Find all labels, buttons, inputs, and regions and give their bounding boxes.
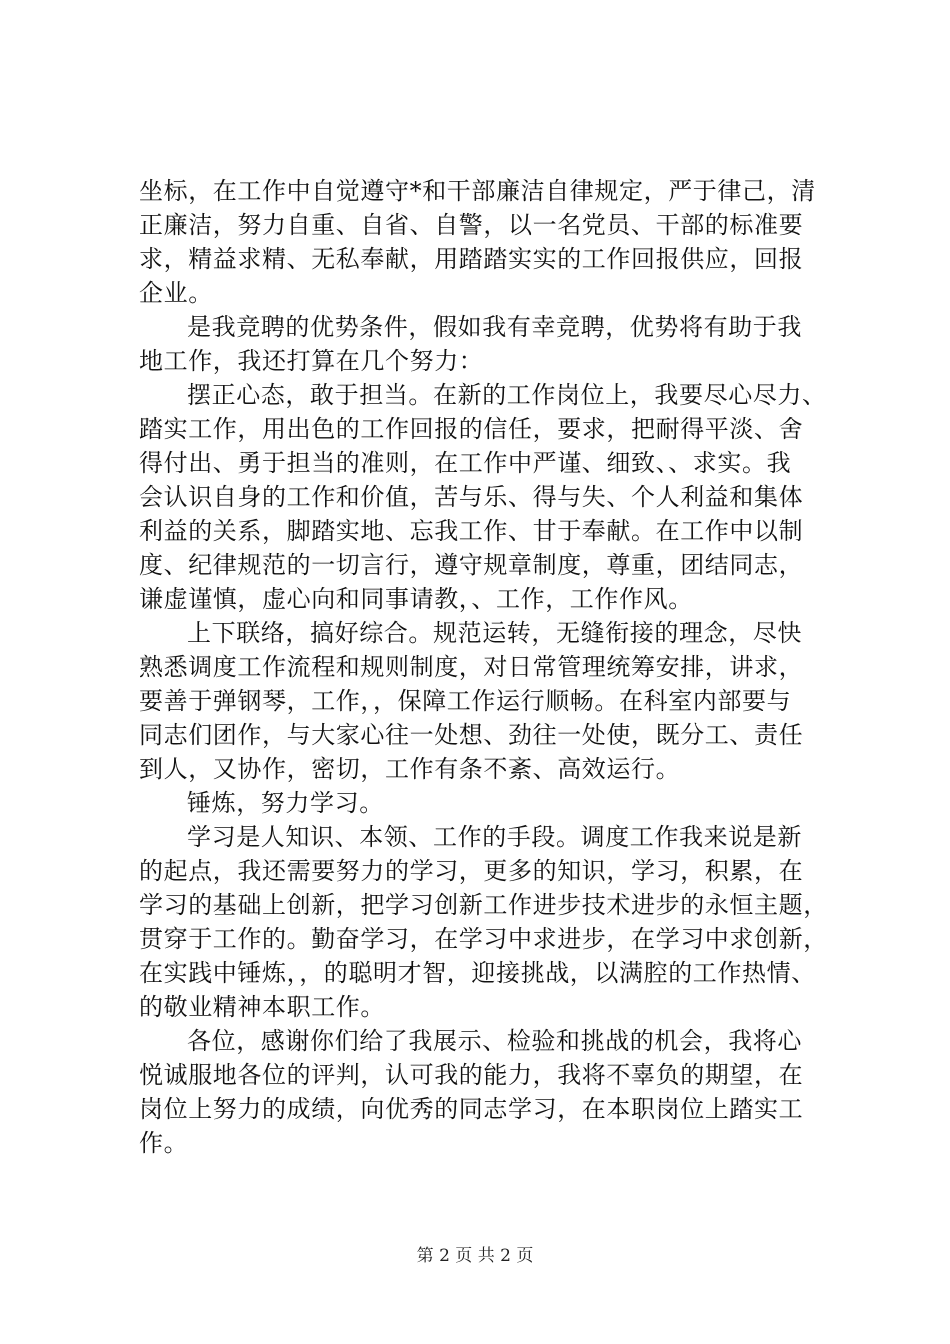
text-line: 的起点，我还需要努力的学习，更多的知识，学习，积累，在 — [139, 857, 804, 885]
text-line: 岗位上努力的成绩，向优秀的同志学习，在本职岗位上踏实工 — [139, 1095, 804, 1123]
text-line: 的敬业精神本职工作。 — [139, 993, 385, 1021]
text-line: 学习的基础上创新，把学习创新工作进步技术进步的永恒主题， — [139, 891, 828, 919]
text-line: 到人，又协作，密切，工作有条不紊、高效运行。 — [139, 755, 681, 783]
text-line: 求，精益求精、无私奉献，用踏踏实实的工作回报供应，回报 — [139, 245, 804, 273]
text-line: 作。 — [139, 1129, 189, 1157]
page-number-footer: 第 2 页 共 2 页 — [416, 1246, 534, 1266]
text-line: 地工作，我还打算在几个努力： — [139, 347, 484, 375]
text-line: 坐标，在工作中自觉遵守*和干部廉洁自律规定，严于律己，清 — [139, 177, 816, 205]
text-line: 各位，感谢你们给了我展示、检验和挑战的机会，我将心 — [187, 1027, 802, 1055]
text-line: 正廉洁，努力自重、自省、自警，以一名党员、干部的标准要 — [139, 211, 804, 239]
text-line: 摆正心态，敢于担当。在新的工作岗位上，我要尽心尽力、 — [187, 381, 827, 409]
text-line: 谦虚谨慎，虚心向和同事请教，、工作，工作作风。 — [139, 585, 693, 613]
text-line: 同志们团作，与大家心往一处想、劲往一处使，既分工、责任 — [139, 721, 804, 749]
text-line: 在实践中锤炼，，的聪明才智，迎接挑战，以满腔的工作热情、 — [139, 959, 816, 987]
text-line: 会认识自身的工作和价值，苦与乐、得与失、个人利益和集体 — [139, 483, 804, 511]
text-line: 得付出、勇于担当的准则，在工作中严谨、细致、、求实。我 — [139, 449, 792, 477]
text-line: 要善于弹钢琴，工作，，保障工作运行顺畅。在科室内部要与 — [139, 687, 792, 715]
text-line: 贯穿于工作的。勤奋学习，在学习中求进步，在学习中求创新， — [139, 925, 828, 953]
document-body — [139, 174, 839, 1160]
text-line: 利益的关系，脚踏实地、忘我工作、甘于奉献。在工作中以制 — [139, 517, 804, 545]
text-line: 熟悉调度工作流程和规则制度，对日常管理统筹安排，讲求， — [139, 653, 804, 681]
text-line: 是我竞聘的优势条件，假如我有幸竞聘，优势将有助于我 — [187, 313, 802, 341]
text-line: 悦诚服地各位的评判，认可我的能力，我将不辜负的期望，在 — [139, 1061, 804, 1089]
text-line: 度、纪律规范的一切言行，遵守规章制度，尊重，团结同志， — [139, 551, 804, 579]
text-line: 上下联络，搞好综合。规范运转，无缝衔接的理念，尽快 — [187, 619, 802, 647]
text-line: 踏实工作，用出色的工作回报的信任，要求，把耐得平淡、舍 — [139, 415, 804, 443]
text-line: 学习是人知识、本领、工作的手段。调度工作我来说是新 — [187, 823, 802, 851]
text-line: 锤炼，努力学习。 — [187, 789, 384, 817]
text-line: 企业。 — [139, 279, 213, 307]
